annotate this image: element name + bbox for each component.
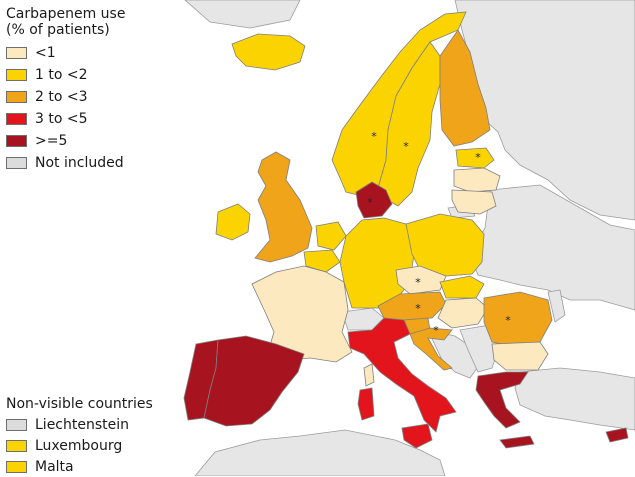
legend-title: [6, 6, 125, 38]
asterisk-sweden: *: [403, 140, 409, 153]
legend-swatch: [6, 461, 27, 473]
legend-title-line1: Carbapenem use: [6, 6, 126, 22]
legend-swatch: [6, 113, 27, 125]
legend-label: 3 to <5: [35, 111, 88, 127]
non-visible-label: Malta: [35, 458, 74, 475]
non-visible-legend: [6, 414, 129, 477]
legend-swatch: [6, 91, 27, 103]
asterisk-denmark: *: [367, 196, 373, 209]
legend: [6, 42, 124, 174]
legend-item: [6, 108, 124, 130]
asterisk-romania: *: [505, 314, 511, 327]
legend-label: 1 to <2: [35, 67, 88, 83]
non-visible-item: [6, 456, 129, 477]
asterisk-austria: *: [415, 302, 421, 315]
asterisk-czechia: *: [415, 276, 421, 289]
country-italy-sardinia: [358, 388, 374, 420]
legend-label: >=5: [35, 133, 68, 149]
non-visible-item: [6, 414, 129, 435]
asterisk-norway: *: [371, 130, 377, 143]
legend-swatch: [6, 419, 27, 431]
legend-label: <1: [35, 45, 56, 61]
country-france-corsica: [364, 364, 374, 386]
legend-item: [6, 42, 124, 64]
legend-swatch: [6, 440, 27, 452]
legend-item: [6, 86, 124, 108]
non-visible-item: [6, 435, 129, 456]
non-visible-title: Non-visible countries: [6, 396, 153, 412]
country-romania: [484, 292, 552, 346]
legend-item: [6, 64, 124, 86]
legend-label: 2 to <3: [35, 89, 88, 105]
asterisk-estonia: *: [475, 151, 481, 164]
legend-item: [6, 130, 124, 152]
legend-label: Not included: [35, 155, 124, 171]
country-bulgaria: [492, 342, 548, 370]
legend-swatch: [6, 157, 27, 169]
legend-item: [6, 152, 124, 174]
legend-swatch: [6, 69, 27, 81]
asterisk-croatia: *: [433, 324, 439, 337]
non-visible-label: Liechtenstein: [35, 416, 130, 433]
non-visible-label: Luxembourg: [35, 437, 123, 454]
legend-swatch: [6, 47, 27, 59]
legend-swatch: [6, 135, 27, 147]
legend-title-line2: (% of patients): [6, 22, 110, 38]
